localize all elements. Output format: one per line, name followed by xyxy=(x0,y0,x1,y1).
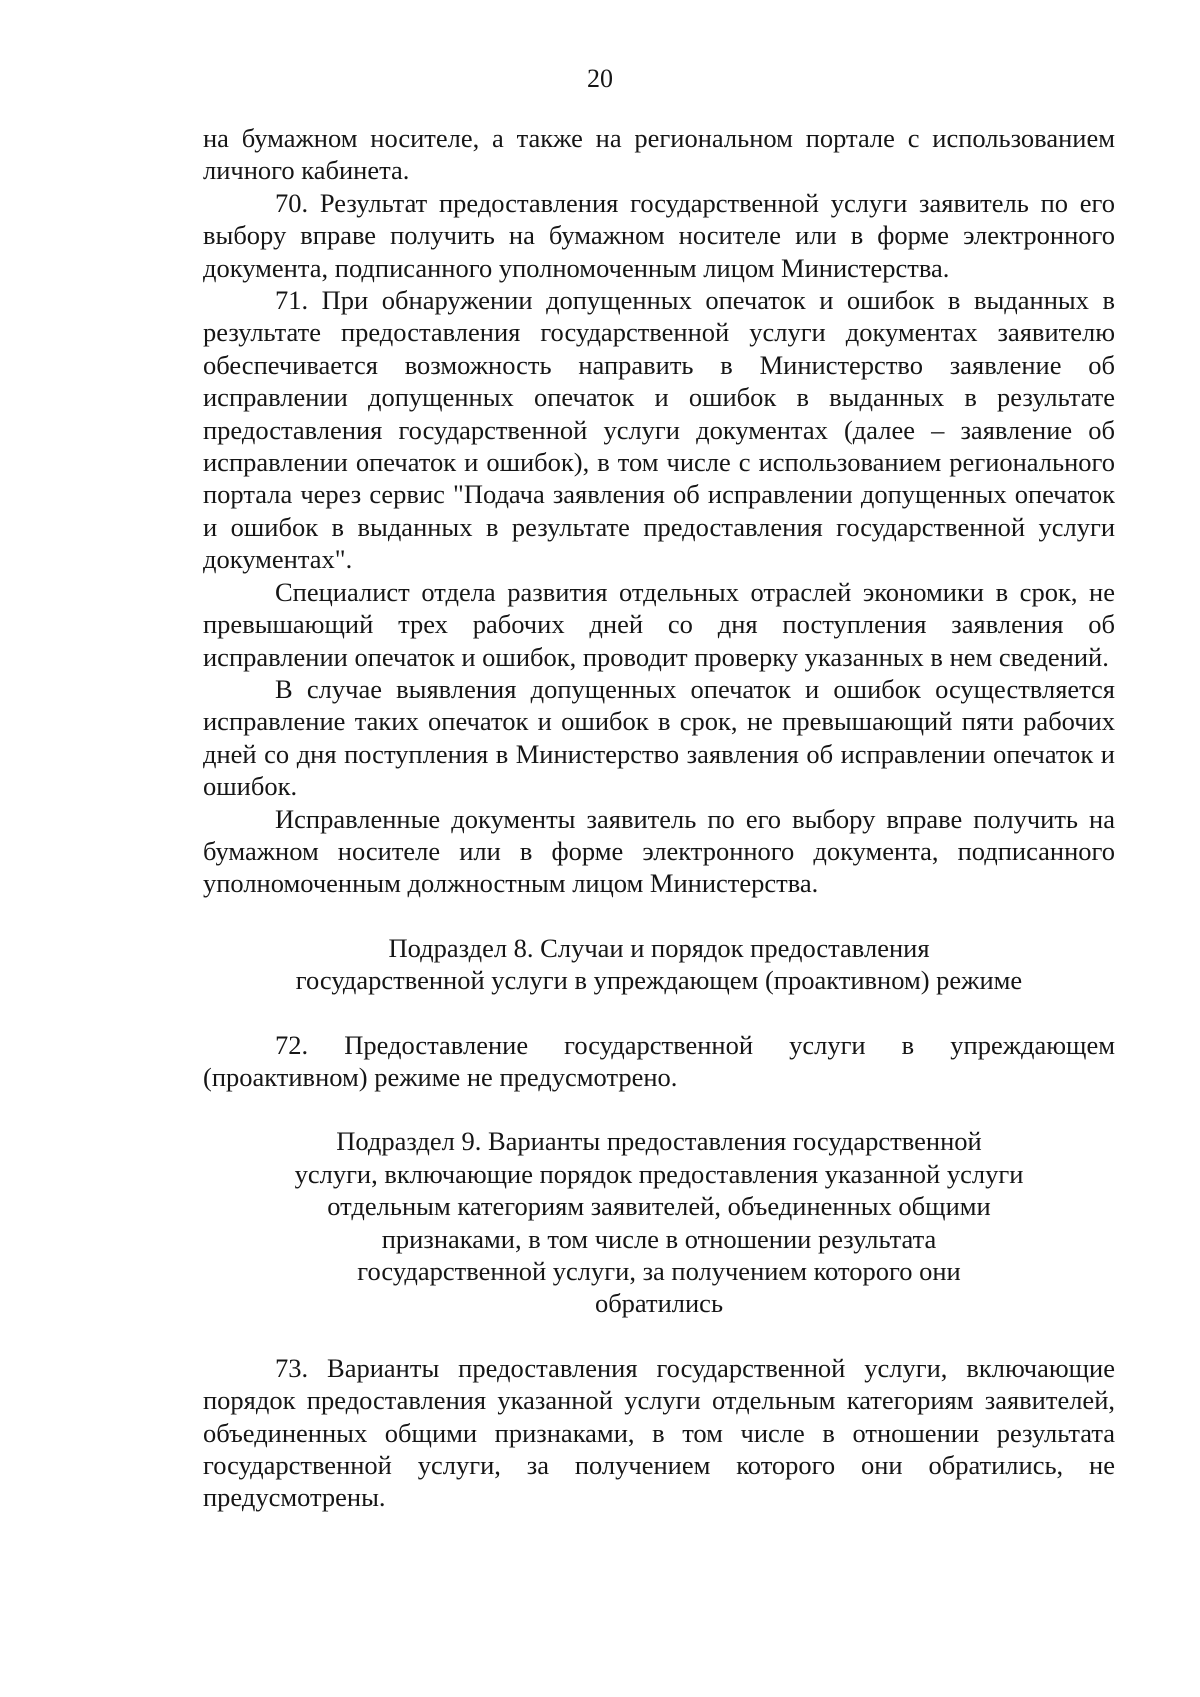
paragraph-71-corrected-documents: Исправленные документы заявитель по его выбору вправе получить на бумажном носителе или в форме электронного документа, подписанного уполномоченным должностным лицом Министерства. xyxy=(203,803,1115,899)
paragraph-72: 72. Предоставление государственной услуги в упреждающем (проактивном) режиме не предусмотрено. xyxy=(203,1029,1115,1092)
document-body xyxy=(203,122,1115,1514)
paragraph-71-specialist: Специалист отдела развития отдельных отраслей экономики в срок, не превышающий трех рабочих дней со дня поступления заявления об исправлении опечаток и ошибок, проводит проверку указанных в нем сведений. xyxy=(203,576,1115,672)
paragraph-71: 71. При обнаружении допущенных опечаток и ошибок в выданных в результате предоставления государственной услуги документах заявителю обеспечивается возможность направить в Министерство заявление об исправлении допущенных опечаток и ошибок в выданных в результате предоставления государственной услуги документах (далее – заявление об исправлении опечаток и ошибок), в том числе с использованием регионального портала через сервис "Подача заявления об исправлении допущенных опечаток и ошибок в выданных в результате предоставления государственной услуги документах". xyxy=(203,285,1115,575)
paragraph-73: 73. Варианты предоставления государственной услуги, включающие порядок предоставления указанной услуги отдельным категориям заявителей, объединенных общими признаками, в том числе в отношении результата государственной услуги, за получением которого они обратились, не предусмотрены. xyxy=(203,1352,1115,1513)
paragraph-continuation: на бумажном носителе, а также на региональном портале с использованием личного кабинета. xyxy=(203,123,1115,186)
paragraph-70: 70. Результат предоставления государственной услуги заявитель по его выбору вправе получить на бумажном носителе или в форме электронного документа, подписанного уполномоченным лицом Министерства. xyxy=(203,187,1115,283)
paragraph-71-correction: В случае выявления допущенных опечаток и ошибок осуществляется исправление таких опечаток и ошибок в срок, не превышающий пяти рабочих дней со дня поступления в Министерство заявления об исправлении опечаток и ошибок. xyxy=(203,673,1115,802)
subsection-9-heading: Подраздел 9. Варианты предоставления государственной услуги, включающие порядок предоставления указанной услуги отдельным категориям заявителей, объединенных общими признаками, в том числе в отношении результата государственной услуги, за получением которого они обратились xyxy=(294,1126,1024,1319)
subsection-8-heading: Подраздел 8. Случаи и порядок предоставления государственной услуги в упреждающем (проактивном) режиме xyxy=(295,932,1023,996)
page-number: 20 xyxy=(587,64,613,93)
